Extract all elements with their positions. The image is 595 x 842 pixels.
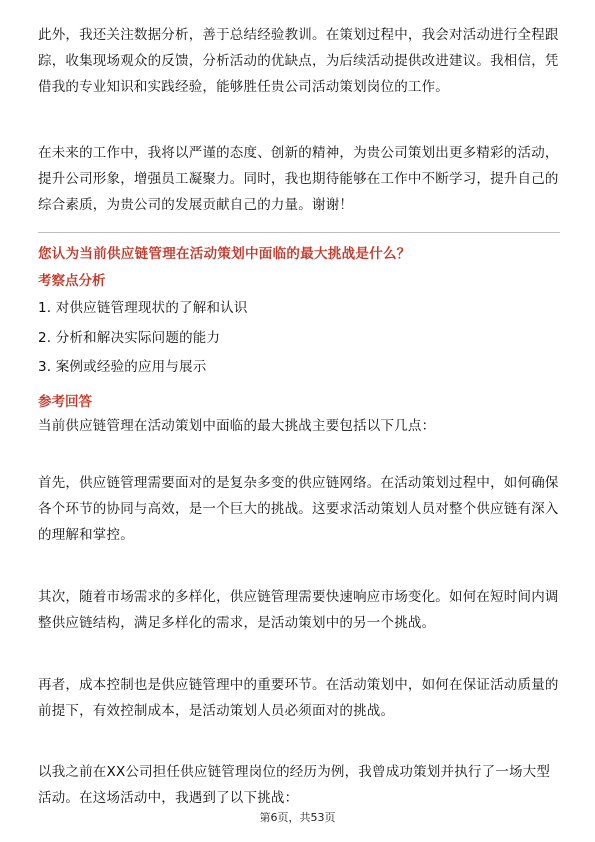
answer-paragraph-5: 以我之前在XX公司担任供应链管理岗位的经历为例，我曾成功策划并执行了一场大型活动。在这场活动中，我遇到了以下挑战： — [38, 764, 551, 806]
question-heading: 您认为当前供应链管理在活动策划中面临的最大挑战是什么？ — [38, 246, 411, 262]
intro-paragraph-2: 在未来的工作中，我将以严谨的态度、创新的精神，为贵公司策划出更多精彩的活动，提升公司形象，增强员工凝聚力。同时，我也期待能够在工作中不断学习，提升自己的综合素质，为贵公司的发展贡献自己的力量。谢谢！ — [38, 145, 559, 213]
analysis-heading: 考察点分析 — [38, 273, 106, 289]
answer-heading: 参考回答 — [38, 394, 92, 410]
section-divider — [38, 232, 560, 233]
page-number: 第6页，共53页 — [259, 811, 336, 824]
analysis-item: 2. 分析和解决实际问题的能力 — [38, 330, 221, 346]
answer-paragraph-4: 再者，成本控制也是供应链管理中的重要环节。在活动策划中，如何在保证活动质量的前提下，有效控制成本，是活动策划人员必须面对的挑战。 — [38, 677, 559, 719]
answer-paragraph-2: 首先，供应链管理需要面对的是复杂多变的供应链网络。在活动策划过程中，如何确保各个环节的协同与高效，是一个巨大的挑战。这要求活动策划人员对整个供应链有深入的理解和掌控。 — [38, 475, 559, 543]
intro-paragraph-1: 此外，我还关注数据分析，善于总结经验教训。在策划过程中，我会对活动进行全程跟踪，收集现场观众的反馈，分析活动的优缺点，为后续活动提供改进建议。我相信，凭借我的专业知识和实践经验，能够胜任贵公司活动策划岗位的工作。 — [38, 27, 559, 95]
answer-paragraph-3: 其次，随着市场需求的多样化，供应链管理需要快速响应市场变化。如何在短时间内调整供应链结构，满足多样化的需求，是活动策划中的另一个挑战。 — [38, 589, 559, 631]
analysis-item: 1. 对供应链管理现状的了解和认识 — [38, 300, 248, 316]
answer-paragraph-1: 当前供应链管理在活动策划中面临的最大挑战主要包括以下几点： — [38, 418, 436, 434]
analysis-item: 3. 案例或经验的应用与展示 — [38, 359, 207, 375]
